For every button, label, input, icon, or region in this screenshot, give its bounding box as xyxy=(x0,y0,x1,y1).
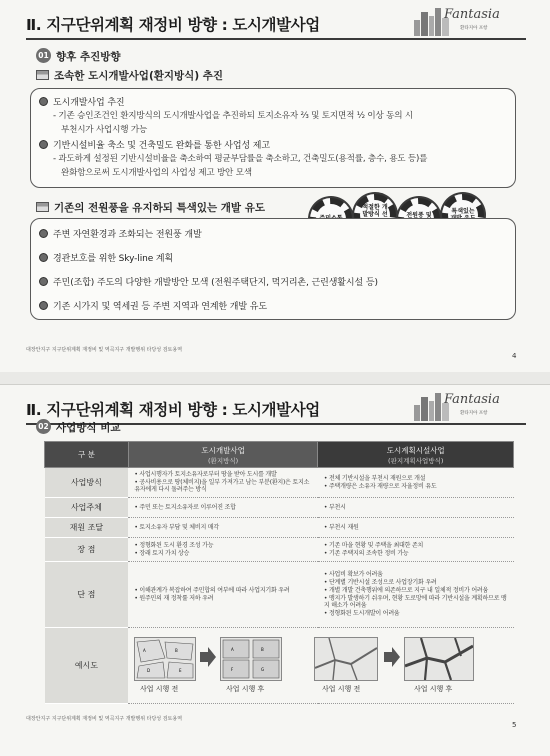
header-cell: 도시계획시설사업 (판지계획사업방식) xyxy=(318,442,514,468)
logo-subtitle: 환타지아 포항 xyxy=(460,26,488,31)
row-header: 재원 조달 xyxy=(45,518,129,538)
table-header-row xyxy=(45,442,514,468)
table-cell: • 사업시행자가 토지소유자로부터 땅을 받아 도시를 개발 • 공사비용으로 땅(체비지)을 일부 가져가고 남는 부분(환지)은 토지소유자에게 다시 돌려주는 방식 xyxy=(128,468,318,498)
bullet-item: 경관보호를 위한 Sky-line 계획 xyxy=(41,251,161,264)
table-cell: • 이해관계가 복잡하여 주민합의 여부에 따라 사업지기화 우려 • 원주민의 재 정착률 저하 우려 xyxy=(128,562,318,628)
table-row xyxy=(45,562,514,628)
fantasia-logo: Fantasia xyxy=(444,7,500,22)
bullet-item: 주민(조합) 주도의 다양한 개발방안 모색 (전원주택단지, 먹거리촌, 근린생활시설 등) xyxy=(41,275,366,288)
table-row xyxy=(45,468,514,498)
bullet-item: 도시개발사업 추진 xyxy=(41,95,113,108)
section-label: 사업방식 비교 xyxy=(56,422,121,434)
content-box-1 xyxy=(30,88,516,188)
map-letter: D xyxy=(147,668,151,673)
fantasia-logo: Fantasia xyxy=(444,392,500,407)
row-header: 단 점 xyxy=(45,562,129,628)
window-icon xyxy=(36,202,49,212)
row-header: 장 점 xyxy=(45,538,129,562)
content-box-2 xyxy=(30,218,516,320)
header-cell: 구 분 xyxy=(45,442,129,468)
map-caption: 사업 시행 전 xyxy=(322,685,361,693)
subheading-label: 조속한 도시개발사업(환지방식) 추진 xyxy=(54,70,224,82)
row-header: 예시도 xyxy=(45,628,129,704)
map-letter: E xyxy=(179,668,182,673)
street-map xyxy=(315,638,377,680)
logo-subtitle: 환타지아 포항 xyxy=(460,411,488,416)
detail-line: - 과도하게 설정된 기반시설비율을 축소하여 평균부담률을 축소하고, 건축밀도(용적률, 층수, 용도 등)를 xyxy=(53,154,428,164)
subheading-label: 기존의 전원풍을 유지하되 특색있는 개발 유도 xyxy=(54,202,265,214)
window-icon xyxy=(36,70,49,80)
row-header: 사업주체 xyxy=(45,498,129,518)
page-title: Ⅱ. 지구단위계획 재정비 방향 : 도시개발사업 xyxy=(26,401,320,419)
detail-line: 완화함으로써 도시개발사업의 사업성 제고 방안 모색 xyxy=(61,168,252,178)
detail-line: - 기존 승인조건인 환지방식의 도시개발사업을 추진하되 토지소유자 ⅔ 및 토지면적 ½ 이상 동의 시 xyxy=(53,111,413,121)
table-cell: • 전체 기반시설을 부천시 재원으로 개설 • 주택개량은 소유자 재량으로 자율정비 유도 xyxy=(318,468,514,498)
map-caption: 사업 시행 후 xyxy=(226,685,265,693)
page-title: Ⅱ. 지구단위계획 재정비 방향 : 도시개발사업 xyxy=(26,16,320,34)
arrow-right-icon xyxy=(200,647,216,667)
page-5 xyxy=(0,384,550,756)
section-number-badge: 01 xyxy=(36,48,51,63)
map-letter: A xyxy=(231,647,234,652)
table-cell: • 부천시 재원 xyxy=(318,518,514,538)
page-4 xyxy=(0,0,550,372)
map-after-2 xyxy=(404,637,474,681)
arrow-right-icon xyxy=(384,647,400,667)
gear-icon-3: 전원풍 및 xyxy=(398,198,440,240)
bullet-item: 기반시설비율 축소 및 건축밀도 완화를 통한 사업성 제고 xyxy=(41,138,258,151)
detail-line: 부천시가 사업시행 가능 xyxy=(61,125,148,135)
bullet-item: 기존 시가지 및 역세권 등 주변 지역과 연계한 개발 유도 xyxy=(41,299,255,312)
gear-icon-4: 특색있는 xyxy=(442,194,484,236)
map-caption: 사업 시행 전 xyxy=(140,685,179,693)
table-cell: • 사업비 확보가 어려움 • 단계별 기반시설 조성으로 사업장기화 우려 • 개별 개발 건축행위에 의존하므로 지구 내 일체적 정비가 어려움 • 맹지가 발생하기 쉬우며, 현황 도로망에 따라 기반시설을 계획하므로 맹지 해소가 어려움 • 정형화된 도시개발이 어려움 xyxy=(318,562,514,628)
map-letter: B xyxy=(175,648,178,653)
map-after-1 xyxy=(220,637,282,681)
header-rule xyxy=(26,38,526,40)
page-footer: 대장안지구 지구단위계획 재정비 및 역곡지구 개발행위 타당성 검토용역 xyxy=(26,716,183,722)
row-header: 사업방식 xyxy=(45,468,129,498)
page-footer: 대장안지구 지구단위계획 재정비 및 역곡지구 개발행위 타당성 검토용역 xyxy=(26,347,183,353)
table-cell: • 부천시 xyxy=(318,498,514,518)
gear-icon-2: 적절한 개발방식 선 xyxy=(354,194,396,236)
section-label: 향후 추진방향 xyxy=(56,51,121,63)
table-cell: • 기존 마을 현황 및 주택을 최대한 존치 • 기존 주택지의 조속한 정비 가능 xyxy=(318,538,514,562)
table-cell: • 정형화된 도시 환경 조성 가능 • 장래 토지 가치 상승 xyxy=(128,538,318,562)
table-cell: • 토지소유자 부담 및 체비지 매각 xyxy=(128,518,318,538)
table-row xyxy=(45,518,514,538)
page-header xyxy=(26,8,526,42)
map-before-1 xyxy=(134,637,196,681)
map-letter: F xyxy=(231,667,234,672)
header-cell: 도시개발사업 (환지방식) xyxy=(128,442,318,468)
bullet-item: 주변 자연환경과 조화되는 전원풍 개발 xyxy=(41,227,190,240)
land-parcel-map xyxy=(135,638,195,680)
map-before-2 xyxy=(314,637,378,681)
table-cell: • 주민 또는 토지소유자로 이루어진 조합 xyxy=(128,498,318,518)
map-letter: A xyxy=(143,648,146,653)
section-number-badge: 02 xyxy=(36,419,51,434)
page-number: 4 xyxy=(512,352,517,360)
table-row xyxy=(45,498,514,518)
land-parcel-map xyxy=(221,638,281,680)
map-caption: 사업 시행 후 xyxy=(414,685,453,693)
street-map xyxy=(405,638,473,680)
map-letter: G xyxy=(261,667,265,672)
page-number: 5 xyxy=(512,721,517,729)
table-row xyxy=(45,538,514,562)
map-letter: B xyxy=(261,647,264,652)
